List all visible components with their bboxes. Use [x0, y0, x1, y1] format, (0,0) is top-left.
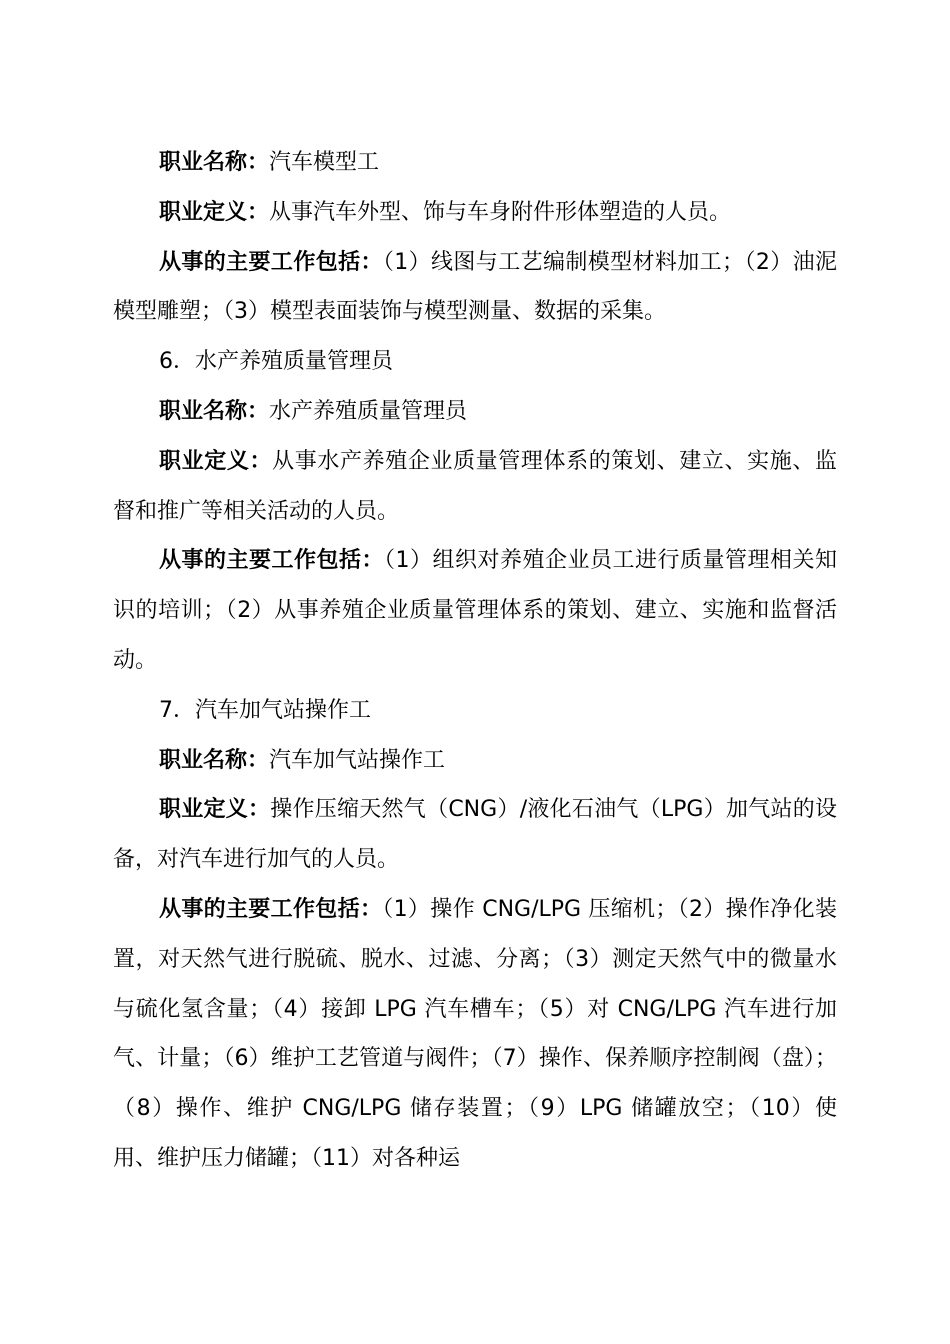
occupation-definition-paragraph — [113, 437, 837, 537]
main-work-value: （1）操作 CNG/LPG 压缩机；（2）操作净化装置，对天然气进行脱硫、脱水、过滤、分离；（3）测定天然气中的微量水与硫化氢含量；（4）接卸 LPG 汽车槽车；（5）对 CNG/LPG 汽车进行加气、计量；（6）维护工艺管道与阀件；（7）操作、保养顺序控制阀（盘）；（8）操作、维护 CNG/LPG 储存装置；（9）LPG 储罐放空；（10）使用、维护压力储罐；（11）对各种运 — [113, 896, 837, 1171]
occupation-name-label: 职业名称： — [159, 150, 270, 175]
main-work-paragraph — [113, 885, 837, 1184]
occupation-definition-label: 职业定义： — [159, 797, 271, 823]
occupation-name-paragraph — [113, 736, 837, 786]
occupation-name-paragraph — [113, 138, 837, 188]
occupation-name-value: 汽车加气站操作工 — [269, 747, 446, 773]
occupation-definition-value: 从事水产养殖企业质量管理体系的策划、建立、实施、监督和推广等相关活动的人员。 — [113, 448, 837, 524]
occupation-name-paragraph — [113, 387, 837, 437]
occupation-definition-label: 职业定义： — [159, 199, 270, 225]
occupation-definition-value: 从事汽车外型、饰与车身附件形体塑造的人员。 — [269, 199, 732, 225]
main-work-value: （1）线图与工艺编制模型材料加工；（2）油泥模型雕塑；（3）模型表面装饰与模型测量、数据的采集。 — [113, 249, 837, 325]
occupation-definition-value: 操作压缩天然气（CNG）/液化石油气（LPG）加气站的设备，对汽车进行加气的人员。 — [113, 797, 837, 873]
main-work-label: 从事的主要工作包括： — [159, 896, 383, 922]
occupation-name-label: 职业名称： — [159, 747, 270, 773]
occupation-definition-paragraph — [113, 188, 837, 238]
main-work-label: 从事的主要工作包括： — [159, 249, 383, 275]
occupation-name-label: 职业名称： — [159, 398, 270, 424]
main-work-paragraph — [113, 536, 837, 685]
occupation-definition-label: 职业定义： — [159, 448, 273, 474]
main-work-value: （1）组织对养殖企业员工进行质量管理相关知识的培训；（2）从事养殖企业质量管理体系的策划、建立、实施和监督活动。 — [113, 548, 837, 673]
document-page — [113, 138, 837, 1184]
section-heading-7: 7．汽车加气站操作工 — [159, 697, 371, 723]
occupation-definition-paragraph — [113, 785, 837, 885]
section-heading-6: 6．水产养殖质量管理员 — [159, 349, 393, 375]
occupation-name-value: 汽车模型工 — [269, 150, 380, 175]
main-work-label: 从事的主要工作包括： — [159, 548, 384, 574]
occupation-name-value: 水产养殖质量管理员 — [269, 398, 468, 424]
main-work-paragraph — [113, 238, 837, 338]
